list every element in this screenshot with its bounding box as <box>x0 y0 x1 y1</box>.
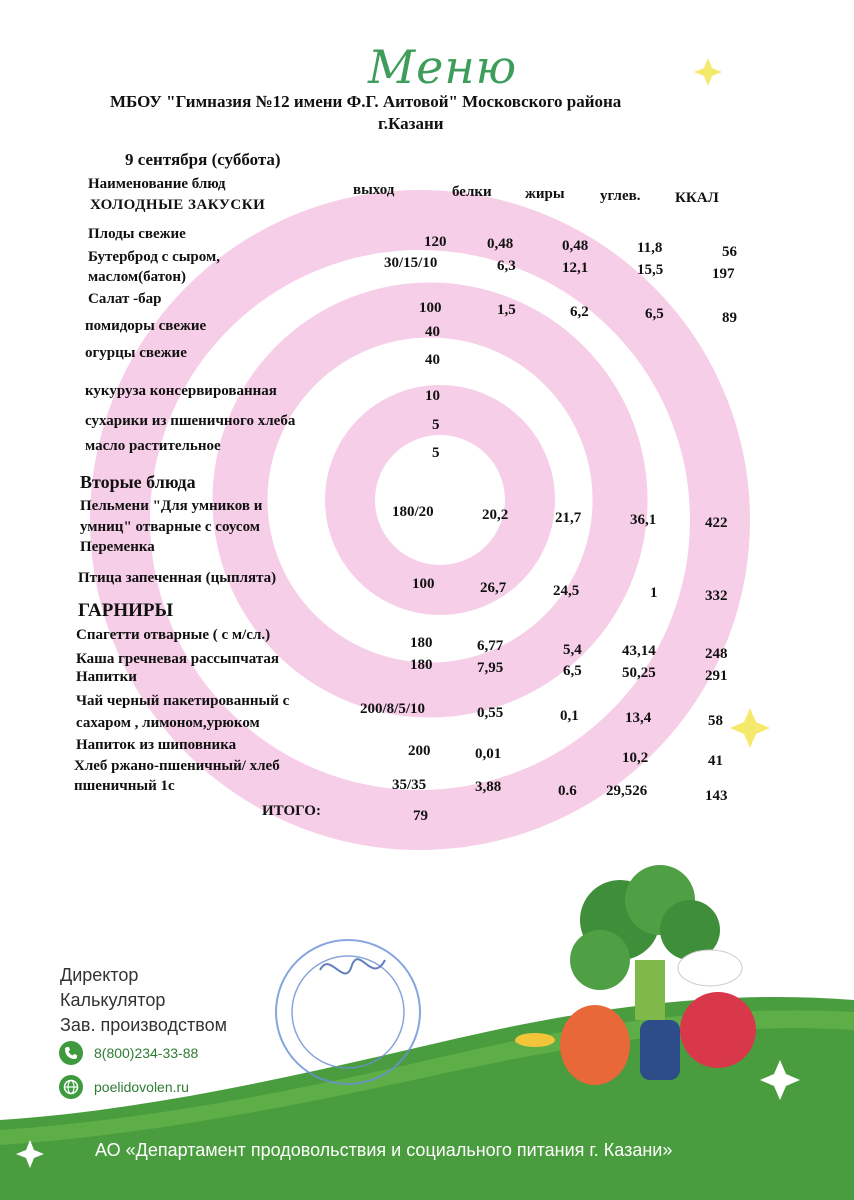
item-carbs: 36,1 <box>630 512 657 528</box>
item-name: Чай черный пакетированный с <box>76 693 290 709</box>
item-protein: 1,5 <box>497 302 516 318</box>
company-name: АО «Департамент продовольствия и социального питания г. Казани» <box>95 1140 673 1160</box>
item-protein: 3,88 <box>475 779 502 795</box>
item-name: Каша гречневая рассыпчатая <box>76 651 280 667</box>
item-name: Бутерброд с сыром, <box>88 249 220 265</box>
item-kcal: 422 <box>705 515 728 531</box>
signature-production: Зав. производством <box>60 1015 227 1035</box>
item-output: 35/35 <box>392 777 427 793</box>
signature-calculator: Калькулятор <box>60 990 166 1010</box>
menu-date: 9 сентября (суббота) <box>125 150 281 169</box>
col-output-header: выход <box>353 182 395 198</box>
menu-logo: Меню <box>368 40 518 94</box>
total-value: 79 <box>413 808 428 824</box>
item-name: Птица запеченная (цыплята) <box>78 570 277 586</box>
item-protein: 0,01 <box>475 746 502 762</box>
item-fat: 5,4 <box>563 642 582 658</box>
item-output: 5 <box>432 445 440 461</box>
item-output: 180 <box>410 657 433 673</box>
school-title-line1: МБОУ "Гимназия №12 имени Ф.Г. Аитовой" Московского района <box>110 92 622 111</box>
item-name: Спагетти отварные ( с м/сл.) <box>76 627 271 643</box>
item-name: масло растительное <box>85 438 221 454</box>
item-fat: 21,7 <box>555 510 582 526</box>
item-name: Пельмени "Для умников и <box>80 498 263 514</box>
item-name-cont: Переменка <box>80 539 155 555</box>
item-carbs: 11,8 <box>637 240 663 256</box>
item-carbs: 13,4 <box>625 710 652 726</box>
item-carbs: 50,25 <box>622 665 656 681</box>
item-protein: 26,7 <box>480 580 507 596</box>
item-name: огурцы свежие <box>85 345 187 361</box>
item-output: 180/20 <box>392 504 434 520</box>
item-kcal: 197 <box>712 266 735 282</box>
item-output: 100 <box>419 300 442 316</box>
col-fat-header: жиры <box>525 186 565 202</box>
item-name: кукуруза консервированная <box>85 383 277 399</box>
item-name: помидоры свежие <box>85 318 207 334</box>
item-kcal: 41 <box>708 753 723 769</box>
item-fat: 24,5 <box>553 583 580 599</box>
signature-director: Директор <box>60 965 139 985</box>
item-fat: 6,5 <box>563 663 582 679</box>
item-output: 10 <box>425 388 440 404</box>
item-name: Салат -бар <box>88 291 162 307</box>
item-output: 40 <box>425 352 440 368</box>
item-kcal: 332 <box>705 588 728 604</box>
item-name: Напиток из шиповника <box>76 737 237 753</box>
col-kcal-header: ККАЛ <box>675 190 719 206</box>
item-carbs: 43,14 <box>622 643 656 659</box>
section-second: Вторые блюда <box>80 472 196 492</box>
col-protein-header: белки <box>452 184 492 200</box>
school-title-line2: г.Казани <box>378 114 444 133</box>
phone-number[interactable]: 8(800)234-33-88 <box>94 1045 199 1061</box>
item-name-cont: сахаром , лимоном,урюком <box>76 715 260 731</box>
item-output: 40 <box>425 324 440 340</box>
item-kcal: 248 <box>705 646 728 662</box>
item-fat: 0.6 <box>558 783 577 799</box>
item-kcal: 56 <box>722 244 737 260</box>
item-output: 180 <box>410 635 433 651</box>
item-kcal: 89 <box>722 310 737 326</box>
item-name: Плоды свежие <box>88 226 186 242</box>
item-kcal: 291 <box>705 668 728 684</box>
globe-icon <box>59 1075 83 1099</box>
item-carbs: 29,526 <box>606 783 648 799</box>
section-garnish: ГАРНИРЫ <box>78 600 174 621</box>
item-output: 30/15/10 <box>384 255 438 271</box>
item-kcal: 58 <box>708 713 723 729</box>
item-name-cont: пшеничный 1с <box>74 778 175 794</box>
item-output: 200 <box>408 743 431 759</box>
item-fat: 0,48 <box>562 238 589 254</box>
website-link[interactable]: poelidovolen.ru <box>94 1079 189 1095</box>
item-protein: 6,77 <box>477 638 504 654</box>
section-cold: ХОЛОДНЫЕ ЗАКУСКИ <box>90 197 266 213</box>
item-name: Хлеб ржано-пшеничный/ хлеб <box>74 758 280 774</box>
col-carbs-header: углев. <box>600 188 641 204</box>
item-kcal: 143 <box>705 788 728 804</box>
item-carbs: 1 <box>650 585 658 601</box>
item-name-cont: умниц" отварные с соусом <box>80 519 261 535</box>
item-carbs: 15,5 <box>637 262 664 278</box>
col-name-header: Наименование блюд <box>88 176 226 192</box>
item-output: 100 <box>412 576 435 592</box>
phone-icon <box>59 1041 83 1065</box>
official-stamp <box>276 940 420 1084</box>
item-name-cont: маслом(батон) <box>88 269 187 285</box>
item-fat: 0,1 <box>560 708 579 724</box>
item-output: 120 <box>424 234 447 250</box>
item-protein: 7,95 <box>477 660 504 676</box>
item-output: 5 <box>432 417 440 433</box>
item-carbs: 6,5 <box>645 306 664 322</box>
item-protein: 20,2 <box>482 507 509 523</box>
item-fat: 12,1 <box>562 260 589 276</box>
item-output: 200/8/5/10 <box>360 701 426 717</box>
item-carbs: 10,2 <box>622 750 649 766</box>
item-protein: 0,55 <box>477 705 504 721</box>
item-protein: 6,3 <box>497 258 516 274</box>
item-fat: 6,2 <box>570 304 589 320</box>
item-protein: 0,48 <box>487 236 514 252</box>
total-label: ИТОГО: <box>262 803 321 819</box>
item-name: сухарики из пшеничного хлеба <box>85 413 296 429</box>
section-drinks: Напитки <box>76 669 137 685</box>
